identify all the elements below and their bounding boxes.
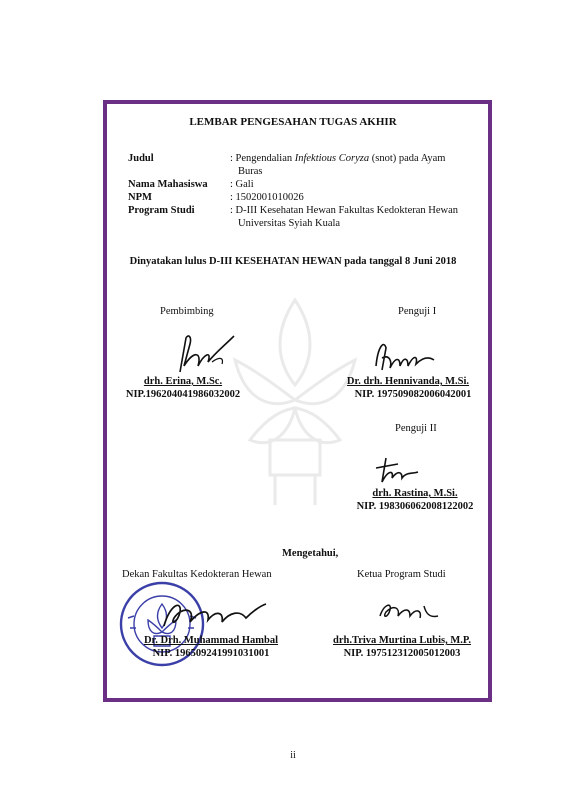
dekan-nip: NIP. 196509241991031001 [152, 648, 270, 659]
judul-value-italic: Infektious Coryza [294, 153, 370, 164]
penguji1-name: Dr. drh. Hennivanda, M.Si. [346, 376, 470, 387]
judul-value-prefix: : Pengendalian [230, 153, 295, 164]
nama-value: : Gali [230, 179, 254, 190]
penguji2-nip: NIP. 198306062008122002 [356, 501, 474, 512]
penguji2-name: drh. Rastina, M.Si. [372, 488, 458, 499]
penguji2-signature [372, 454, 422, 486]
penguji1-signature [370, 336, 440, 376]
dekan-signature [160, 596, 270, 634]
kaprodi-signature [374, 596, 444, 626]
npm-value: : 1502001010026 [230, 192, 304, 203]
kaprodi-nip: NIP. 197512312005012003 [343, 648, 461, 659]
pembimbing-role: Pembimbing [160, 306, 214, 317]
kaprodi-role: Ketua Program Studi [357, 569, 446, 580]
penguji1-role: Penguji I [398, 306, 437, 317]
pembimbing-name: drh. Erina, M.Sc. [143, 376, 223, 387]
judul-label: Judul [128, 153, 154, 164]
prodi-label: Program Studi [128, 205, 195, 216]
dekan-name: Dr. Drh. Muhammad Hambal [143, 635, 279, 646]
prodi-value: : D-III Kesehatan Hewan Fakultas Kedokteran Hewan [230, 205, 458, 216]
judul-value [230, 153, 445, 164]
mengetahui-label: Mengetahui, [282, 548, 339, 559]
judul-value-suffix: (snot) pada Ayam [369, 153, 446, 164]
page-number: ii [290, 750, 296, 761]
kaprodi-name: drh.Triva Murtina Lubis, M.P. [333, 635, 471, 646]
penguji2-role: Penguji II [395, 423, 437, 434]
declaration: Dinyatakan lulus D-III KESEHATAN HEWAN pada tanggal 8 Juni 2018 [129, 256, 457, 267]
penguji1-nip: NIP. 197509082006042001 [354, 389, 472, 400]
prodi-value-line2: Universitas Syiah Kuala [238, 218, 341, 229]
pembimbing-signature [172, 332, 242, 376]
page-title: LEMBAR PENGESAHAN TUGAS AKHIR [189, 116, 397, 128]
pembimbing-nip: NIP.196204041986032002 [125, 389, 241, 400]
nama-label: Nama Mahasiswa [128, 179, 208, 190]
judul-value-line2: Buras [238, 166, 263, 177]
npm-label: NPM [128, 192, 152, 203]
dekan-role: Dekan Fakultas Kedokteran Hewan [122, 569, 272, 580]
